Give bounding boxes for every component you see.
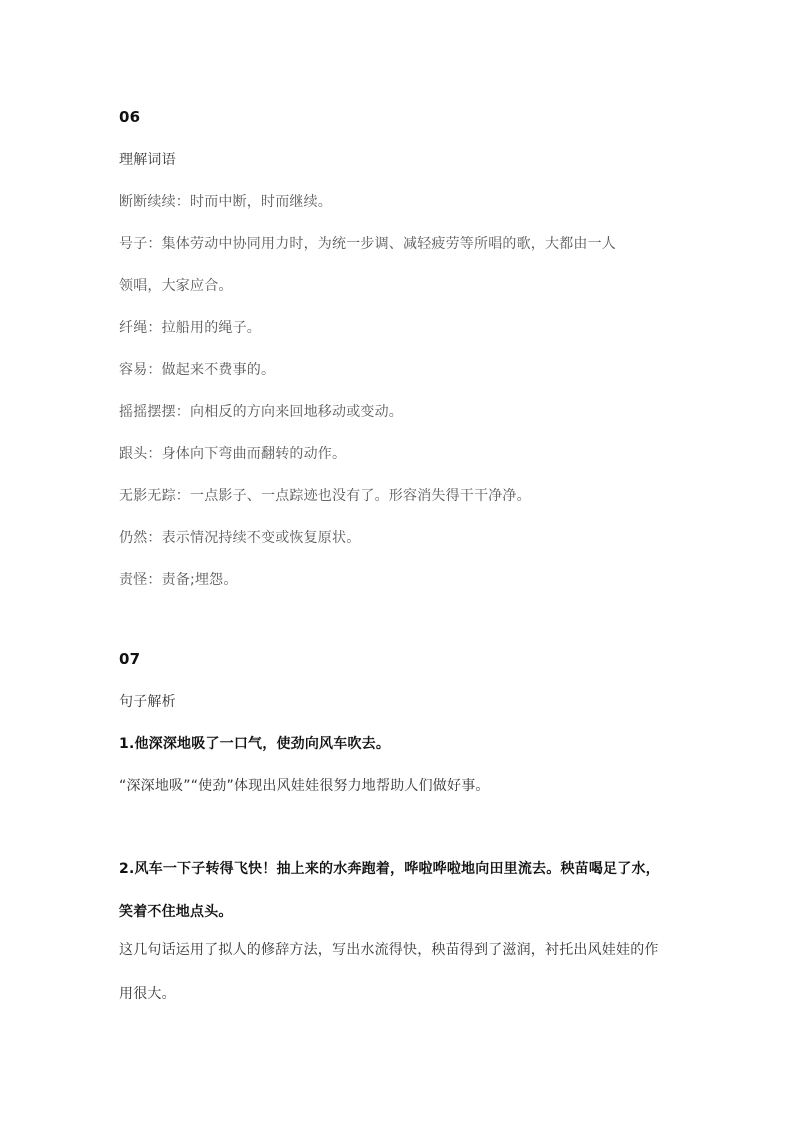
vocab-entry: 号子：集体劳动中协同用力时，为统一步调、减轻疲劳等所唱的歌，大都由一人: [119, 236, 616, 252]
vocab-entry: 跟头：身体向下弯曲而翻转的动作。: [119, 446, 347, 462]
sentence-quote: 2.风车一下子转得飞快！抽上来的水奔跑着，哗啦哗啦地向田里流去。秧苗喝足了水，: [119, 861, 660, 877]
vocab-entry: 仍然：表示情况持续不变或恢复原状。: [119, 530, 361, 546]
section-number-06: 06: [119, 108, 141, 126]
vocab-entry: 纤绳：拉船用的绳子。: [119, 320, 261, 336]
vocab-entry: 容易：做起来不费事的。: [119, 362, 276, 378]
vocab-entry: 责怪：责备;埋怨。: [119, 572, 238, 588]
section-number-07: 07: [119, 650, 141, 668]
section-title-sentence-analysis: 句子解析: [119, 694, 176, 710]
vocab-entry: 无影无踪：一点影子、一点踪迹也没有了。形容消失得干干净净。: [119, 488, 531, 504]
section-title-vocabulary: 理解词语: [119, 152, 176, 168]
sentence-quote: 1.他深深地吸了一口气，使劲向风车吹去。: [119, 736, 391, 752]
sentence-analysis: “深深地吸”“使劲”体现出风娃娃很努力地帮助人们做好事。: [119, 778, 490, 794]
sentence-analysis: 这几句话运用了拟人的修辞方法，写出水流得快，秧苗得到了滋润，衬托出风娃娃的作: [119, 942, 659, 958]
sentence-analysis-continuation: 用很大。: [119, 986, 176, 1002]
vocab-entry: 摇摇摆摆：向相反的方向来回地移动或变动。: [119, 404, 403, 420]
vocab-entry-continuation: 领唱，大家应合。: [119, 278, 233, 294]
sentence-quote-continuation: 笑着不住地点头。: [119, 904, 233, 920]
vocab-entry: 断断续续：时而中断，时而继续。: [119, 194, 332, 210]
